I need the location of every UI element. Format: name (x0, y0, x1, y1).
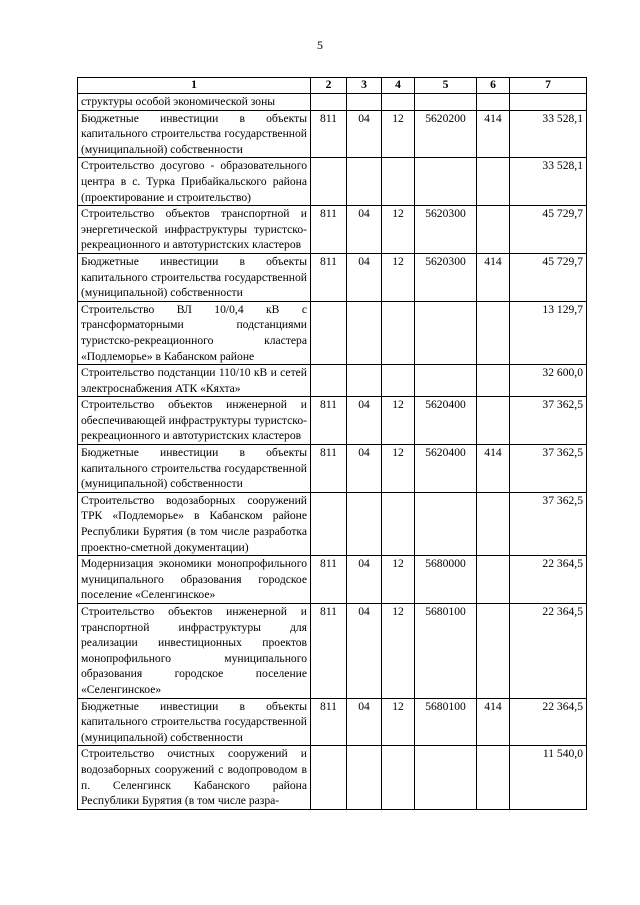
row-code-5: 5620300 (415, 206, 477, 254)
column-header: 6 (477, 78, 510, 94)
row-name: Строительство досугово - образовательного центра в с. Турка Прибайкальского района (проектирование и строительство) (78, 158, 311, 206)
row-code-3 (347, 94, 382, 111)
row-code-6 (477, 301, 510, 364)
row-name: Бюджетные инвестиции в объекты капитального строительства государственной (муниципальной) собственности (78, 445, 311, 493)
row-amount: 11 540,0 (510, 746, 587, 809)
row-code-5: 5680100 (415, 698, 477, 746)
row-code-6 (477, 604, 510, 699)
table-row (78, 253, 587, 301)
row-code-6 (477, 206, 510, 254)
row-code-4: 12 (382, 604, 415, 699)
column-header: 1 (78, 78, 311, 94)
row-name: Строительство водозаборных сооружений ТРК «Подлеморье» в Кабанском районе Республики Бурятия (в том числе разработка проектно-сметной документации) (78, 492, 311, 555)
row-code-6 (477, 365, 510, 397)
row-code-3 (347, 158, 382, 206)
table-row (78, 94, 587, 111)
row-code-6 (477, 746, 510, 809)
row-code-4: 12 (382, 253, 415, 301)
row-amount: 13 129,7 (510, 301, 587, 364)
row-code-5 (415, 746, 477, 809)
row-name: структуры особой экономической зоны (78, 94, 311, 111)
row-amount (510, 94, 587, 111)
row-code-3: 04 (347, 110, 382, 158)
row-code-3: 04 (347, 253, 382, 301)
row-amount: 22 364,5 (510, 556, 587, 604)
row-code-3: 04 (347, 445, 382, 493)
table-row (78, 492, 587, 555)
page-number: 5 (317, 38, 323, 52)
column-header: 5 (415, 78, 477, 94)
row-code-4 (382, 746, 415, 809)
row-code-5: 5620200 (415, 110, 477, 158)
row-code-3 (347, 746, 382, 809)
row-code-2: 811 (311, 556, 347, 604)
table-header-row (78, 78, 587, 94)
row-amount: 37 362,5 (510, 445, 587, 493)
row-code-2: 811 (311, 206, 347, 254)
row-code-3: 04 (347, 698, 382, 746)
row-code-3: 04 (347, 206, 382, 254)
row-amount: 45 729,7 (510, 206, 587, 254)
row-code-2: 811 (311, 110, 347, 158)
row-code-2: 811 (311, 698, 347, 746)
row-amount: 45 729,7 (510, 253, 587, 301)
row-code-6 (477, 492, 510, 555)
row-code-2: 811 (311, 397, 347, 445)
table-row (78, 556, 587, 604)
row-code-2 (311, 301, 347, 364)
row-code-6: 414 (477, 698, 510, 746)
row-code-3: 04 (347, 397, 382, 445)
row-code-4 (382, 158, 415, 206)
column-header: 7 (510, 78, 587, 94)
row-code-5: 5620400 (415, 397, 477, 445)
row-code-4: 12 (382, 110, 415, 158)
row-code-3 (347, 301, 382, 364)
row-code-2 (311, 94, 347, 111)
budget-table (77, 77, 587, 810)
row-code-2: 811 (311, 253, 347, 301)
row-amount: 37 362,5 (510, 492, 587, 555)
table-row (78, 301, 587, 364)
row-name: Строительство объектов транспортной и энергетической инфраструктуры туристско-рекреационного и автотуристских кластеров (78, 206, 311, 254)
row-code-6: 414 (477, 110, 510, 158)
row-code-2: 811 (311, 445, 347, 493)
row-name: Бюджетные инвестиции в объекты капитального строительства государственной (муниципальной) собственности (78, 253, 311, 301)
row-amount: 33 528,1 (510, 110, 587, 158)
row-code-3: 04 (347, 556, 382, 604)
table-row (78, 397, 587, 445)
row-code-4: 12 (382, 206, 415, 254)
row-code-5: 5620400 (415, 445, 477, 493)
row-code-4: 12 (382, 397, 415, 445)
row-code-5 (415, 158, 477, 206)
row-name: Бюджетные инвестиции в объекты капитального строительства государственной (муниципальной) собственности (78, 110, 311, 158)
row-code-2 (311, 365, 347, 397)
row-amount: 33 528,1 (510, 158, 587, 206)
row-code-5 (415, 492, 477, 555)
row-name: Строительство очистных сооружений и водозаборных сооружений с водопроводом в п. Селенгинск Кабанского района Республики Бурятия (в том числе разра- (78, 746, 311, 809)
column-header: 2 (311, 78, 347, 94)
row-amount: 22 364,5 (510, 698, 587, 746)
row-code-2 (311, 492, 347, 555)
row-code-5: 5680000 (415, 556, 477, 604)
row-code-4: 12 (382, 556, 415, 604)
row-code-4 (382, 492, 415, 555)
row-code-2 (311, 746, 347, 809)
table-row (78, 604, 587, 699)
row-code-5: 5680100 (415, 604, 477, 699)
table-row (78, 746, 587, 809)
row-code-3 (347, 492, 382, 555)
table-row (78, 206, 587, 254)
table-row (78, 445, 587, 493)
table-row (78, 110, 587, 158)
column-header: 3 (347, 78, 382, 94)
table-row (78, 365, 587, 397)
row-name: Бюджетные инвестиции в объекты капитального строительства государственной (муниципальной) собственности (78, 698, 311, 746)
table-row (78, 158, 587, 206)
row-code-6 (477, 94, 510, 111)
row-code-3 (347, 365, 382, 397)
row-code-4: 12 (382, 698, 415, 746)
row-code-4: 12 (382, 445, 415, 493)
row-name: Строительство ВЛ 10/0,4 кВ с трансформаторными подстанциями туристско-рекреационного кластера «Подлеморье» в Кабанском районе (78, 301, 311, 364)
row-code-5 (415, 365, 477, 397)
row-code-6: 414 (477, 253, 510, 301)
row-code-4 (382, 365, 415, 397)
row-code-2 (311, 158, 347, 206)
row-code-6: 414 (477, 445, 510, 493)
row-name: Модернизация экономики монопрофильного муниципального образования городское поселение «Селенгинское» (78, 556, 311, 604)
row-code-6 (477, 556, 510, 604)
row-code-6 (477, 158, 510, 206)
row-code-4 (382, 94, 415, 111)
row-code-4 (382, 301, 415, 364)
row-name: Строительство подстанции 110/10 кВ и сетей электроснабжения АТК «Кяхта» (78, 365, 311, 397)
column-header: 4 (382, 78, 415, 94)
row-amount: 32 600,0 (510, 365, 587, 397)
row-name: Строительство объектов инженерной и обеспечивающей инфраструктуры туристско-рекреационного и автотуристских кластеров (78, 397, 311, 445)
row-name: Строительство объектов инженерной и транспортной инфраструктуры для реализации инвестиционных проектов монопрофильного муниципального образования городское поселение «Селенгинское» (78, 604, 311, 699)
row-code-5: 5620300 (415, 253, 477, 301)
row-code-2: 811 (311, 604, 347, 699)
row-amount: 37 362,5 (510, 397, 587, 445)
row-code-6 (477, 397, 510, 445)
row-code-5 (415, 94, 477, 111)
table-row (78, 698, 587, 746)
row-code-5 (415, 301, 477, 364)
row-code-3: 04 (347, 604, 382, 699)
row-amount: 22 364,5 (510, 604, 587, 699)
